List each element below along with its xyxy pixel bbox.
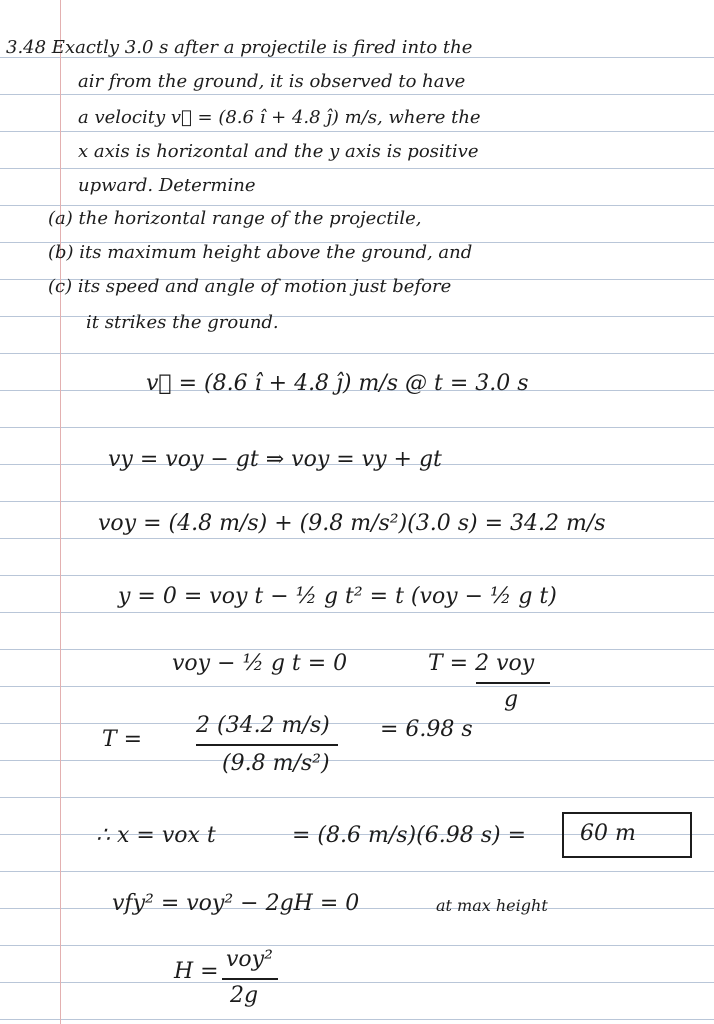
T-denominator: (9.8 m/s²)	[222, 751, 330, 776]
problem-line: (a) the horizontal range of the projectile,	[48, 208, 422, 229]
T-numerator: 2 (34.2 m/s)	[196, 713, 330, 738]
H-label: H =	[174, 959, 219, 984]
margin-line	[60, 0, 61, 1024]
solve-for-t-denominator: g	[504, 687, 519, 712]
problem-line: air from the ground, it is observed to have	[78, 71, 466, 92]
T-result: = 6.98 s	[380, 717, 473, 742]
problem-line: upward. Determine	[78, 175, 256, 196]
x-equation: ∴ x = vox t	[96, 823, 216, 848]
problem-line: a velocity v⃗ = (8.6 î + 4.8 ĵ) m/s, where the	[78, 107, 481, 128]
fraction-bar	[222, 978, 278, 980]
T-label: T =	[102, 727, 143, 752]
range-answer: 60 m	[580, 821, 636, 846]
problem-line: it strikes the ground.	[86, 312, 279, 333]
H-numerator: voy²	[226, 947, 273, 972]
fraction-bar	[196, 744, 338, 746]
solve-for-t-numerator: T = 2 voy	[428, 651, 535, 676]
problem-line: (c) its speed and angle of motion just before	[48, 276, 452, 297]
problem-line: (b) its maximum height above the ground, and	[48, 242, 473, 263]
velocity-equation: v⃗ = (8.6 î + 4.8 ĵ) m/s @ t = 3.0 s	[146, 371, 529, 396]
solve-for-t-left: voy − ½ g t = 0	[172, 651, 348, 676]
max-height-note: at max height	[436, 896, 548, 915]
voy-calculation: voy = (4.8 m/s) + (9.8 m/s²)(3.0 s) = 34.2 m/s	[98, 511, 606, 536]
y-zero-equation: y = 0 = voy t − ½ g t² = t (voy − ½ g t)	[118, 584, 557, 609]
H-denominator: 2g	[230, 983, 259, 1008]
x-calculation: = (8.6 m/s)(6.98 s) =	[292, 823, 526, 848]
vfy-equation: vfy² = voy² − 2gH = 0	[112, 891, 360, 916]
problem-line: 3.48 Exactly 3.0 s after a projectile is fired into the	[6, 37, 473, 58]
vy-relation: vy = voy − gt ⇒ voy = vy + gt	[108, 447, 442, 472]
problem-line: x axis is horizontal and the y axis is positive	[78, 141, 479, 162]
fraction-bar	[476, 682, 550, 684]
